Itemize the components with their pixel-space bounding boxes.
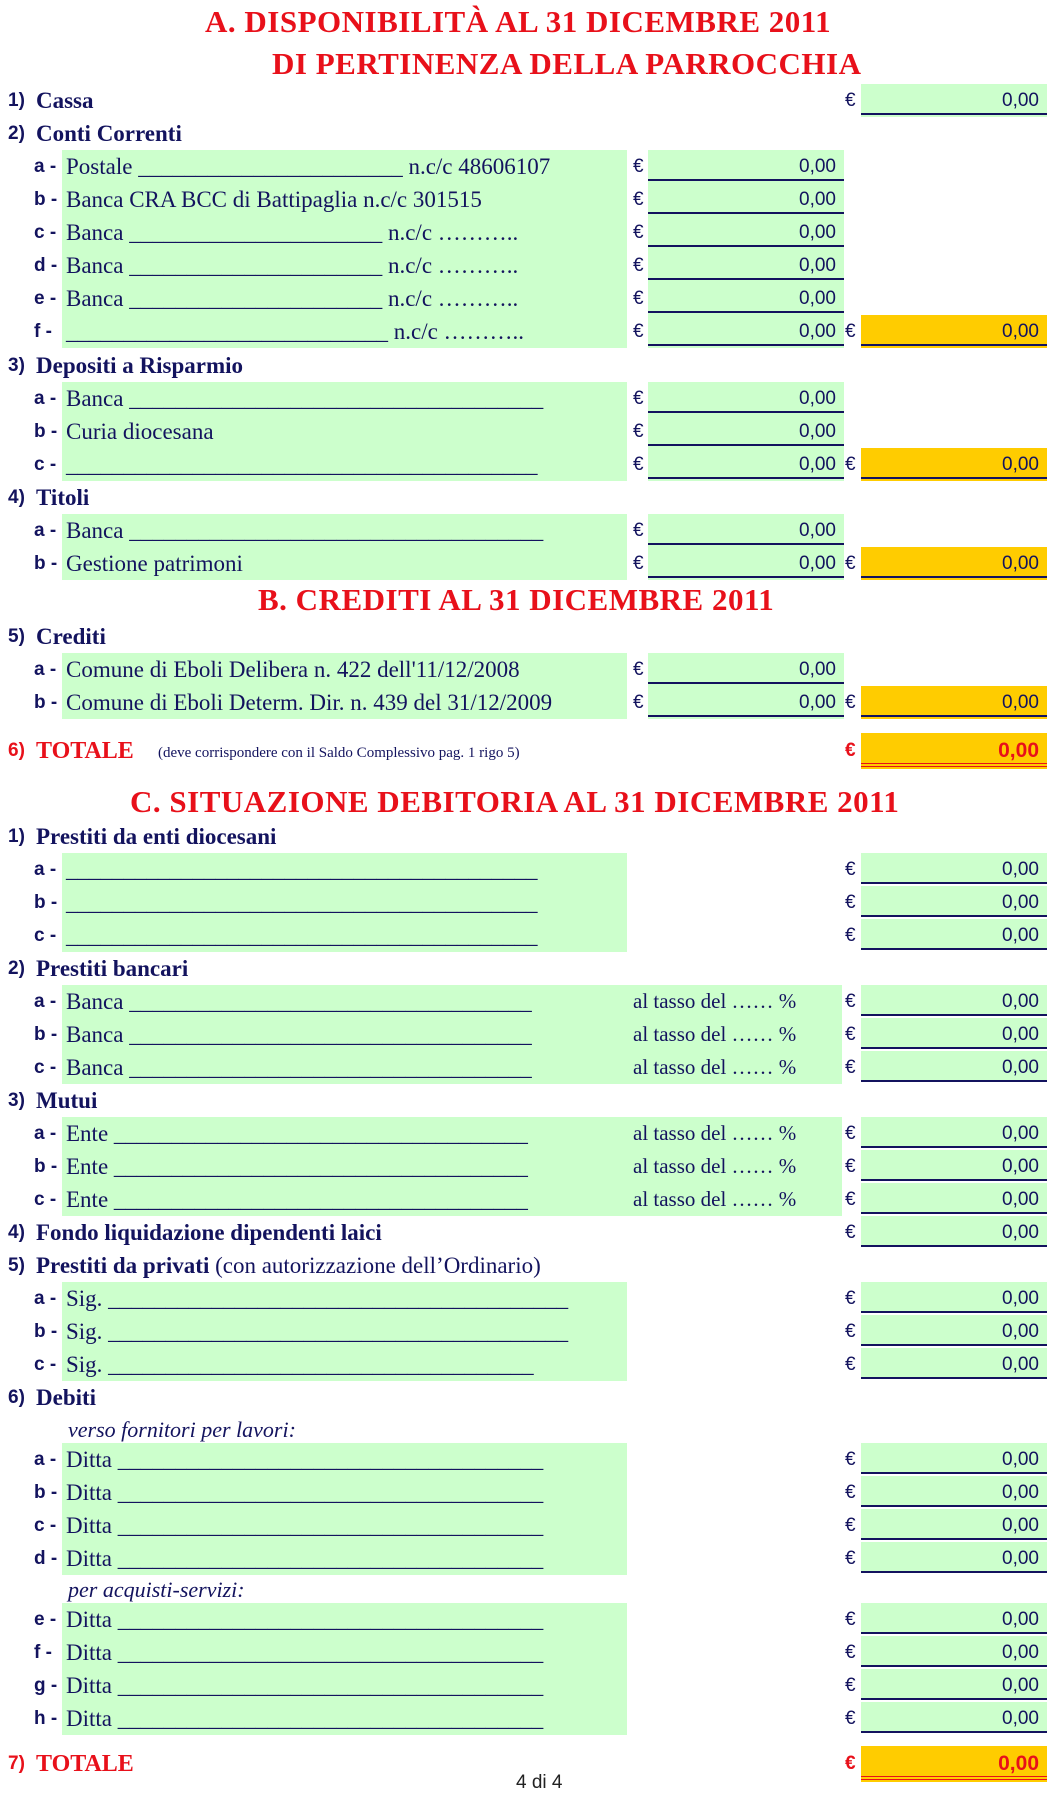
privati-row-euro: € <box>845 1321 856 1342</box>
privati-row-value[interactable]: 0,00 <box>861 1282 1047 1313</box>
section-a-title: A. DISPONIBILITÀ AL 31 DICEMBRE 2011 <box>205 4 832 39</box>
privati-row-letter: b - <box>34 1321 58 1342</box>
prestiti-enti-row-euro: € <box>845 892 856 913</box>
prestiti-bancari-row-desc: Banca ___________________________________ <box>66 989 532 1014</box>
crediti-row-letter: b - <box>34 692 58 713</box>
conti-row-euro: € <box>633 288 644 309</box>
debiti-lavori-row-euro: € <box>845 1449 856 1470</box>
prestiti-enti-row-value[interactable]: 0,00 <box>861 886 1047 917</box>
totale-c-value[interactable]: 0,00 <box>861 1746 1047 1780</box>
debiti-sub-lavori: verso fornitori per lavori: <box>68 1417 296 1442</box>
cassa-label: Cassa <box>36 88 94 113</box>
depositi-row-value[interactable]: 0,00 <box>648 382 844 413</box>
conti-row-value[interactable]: 0,00 <box>648 282 844 313</box>
debiti-lavori-row-value[interactable]: 0,00 <box>861 1542 1047 1573</box>
debiti-acquisti-row-desc: Ditta _____________________________________ <box>66 1673 544 1698</box>
mutui-row-letter: b - <box>34 1156 58 1177</box>
prestiti-enti-row-value[interactable]: 0,00 <box>861 919 1047 950</box>
prestiti-privati-number: 5) <box>8 1255 25 1276</box>
depositi-subtotal-euro: € <box>845 454 856 475</box>
depositi-subtotal-value[interactable]: 0,00 <box>861 448 1047 479</box>
crediti-label: Crediti <box>36 624 106 649</box>
prestiti-enti-row-desc: _________________________________________ <box>66 890 538 915</box>
mutui-row-euro: € <box>845 1189 856 1210</box>
debiti-acquisti-row-value[interactable]: 0,00 <box>861 1702 1047 1733</box>
debiti-lavori-row-euro: € <box>845 1515 856 1536</box>
fondo-euro: € <box>845 1222 856 1243</box>
totale-c-number: 7) <box>8 1753 25 1774</box>
titoli-row-desc: Gestione patrimoni <box>66 551 243 576</box>
debiti-lavori-row-letter: b - <box>34 1482 58 1503</box>
titoli-row-letter: a - <box>34 520 57 541</box>
debiti-acquisti-row-desc: Ditta _____________________________________ <box>66 1640 544 1665</box>
debiti-acquisti-row-value[interactable]: 0,00 <box>861 1636 1047 1667</box>
prestiti-enti-number: 1) <box>8 826 25 847</box>
mutui-row-desc: Ente ____________________________________ <box>66 1121 528 1146</box>
privati-row-letter: c - <box>34 1354 57 1375</box>
mutui-row-rate: al tasso del …… % <box>633 1121 797 1145</box>
debiti-acquisti-row-value[interactable]: 0,00 <box>861 1603 1047 1634</box>
prestiti-bancari-row-value[interactable]: 0,00 <box>861 985 1047 1016</box>
depositi-row-value[interactable]: 0,00 <box>648 448 844 479</box>
conti-row-desc: Postale _______________________ n.c/c 48606107 <box>66 154 551 179</box>
crediti-subtotal-value[interactable]: 0,00 <box>861 686 1047 717</box>
prestiti-enti-row-desc: _________________________________________ <box>66 857 538 882</box>
prestiti-privati-label <box>36 1249 541 1282</box>
debiti-lavori-row-euro: € <box>845 1482 856 1503</box>
prestiti-enti-row-euro: € <box>845 925 856 946</box>
debiti-sub-acquisti: per acquisti-servizi: <box>68 1577 245 1602</box>
section-c-title: C. SITUAZIONE DEBITORIA AL 31 DICEMBRE 2011 <box>130 784 900 819</box>
cassa-value[interactable]: 0,00 <box>861 84 1047 115</box>
section-a-subtitle: DI PERTINENZA DELLA PARROCCHIA <box>272 46 862 81</box>
depositi-number: 3) <box>8 355 25 376</box>
debiti-lavori-row-value[interactable]: 0,00 <box>861 1476 1047 1507</box>
mutui-row-letter: a - <box>34 1123 57 1144</box>
fondo-value[interactable]: 0,00 <box>861 1216 1047 1247</box>
prestiti-enti-row-letter: b - <box>34 892 58 913</box>
conti-row-letter: d - <box>34 255 58 276</box>
debiti-acquisti-row-letter: g - <box>34 1675 58 1696</box>
totale-b-number: 6) <box>8 740 25 761</box>
prestiti-enti-row-letter: a - <box>34 859 57 880</box>
debiti-acquisti-row-desc: Ditta _____________________________________ <box>66 1706 544 1731</box>
prestiti-bancari-row-value[interactable]: 0,00 <box>861 1018 1047 1049</box>
conti-row-letter: c - <box>34 222 57 243</box>
prestiti-bancari-row-letter: b - <box>34 1024 58 1045</box>
titoli-row-value[interactable]: 0,00 <box>648 514 844 545</box>
crediti-row-desc: Comune di Eboli Delibera n. 422 dell'11/12/2008 <box>66 657 520 682</box>
depositi-row-letter: c - <box>34 454 57 475</box>
debiti-lavori-row-desc: Ditta _____________________________________ <box>66 1480 544 1505</box>
titoli-number: 4) <box>8 487 25 508</box>
depositi-row-euro: € <box>633 388 644 409</box>
crediti-row-euro: € <box>633 692 644 713</box>
conti-row-value[interactable]: 0,00 <box>648 216 844 247</box>
depositi-row-desc: _________________________________________ <box>66 452 538 477</box>
prestiti-bancari-row-desc: Banca ___________________________________ <box>66 1055 532 1080</box>
privati-row-letter: a - <box>34 1288 57 1309</box>
crediti-number: 5) <box>8 626 25 647</box>
titoli-row-value[interactable]: 0,00 <box>648 547 844 578</box>
conti-row-desc: Banca CRA BCC di Battipaglia n.c/c 301515 <box>66 187 482 212</box>
conti-row-euro: € <box>633 222 644 243</box>
prestiti-enti-row-euro: € <box>845 859 856 880</box>
conti-row-letter: e - <box>34 288 57 309</box>
conti-row-desc: Banca ______________________ n.c/c ……….. <box>66 253 519 278</box>
depositi-row-euro: € <box>633 454 644 475</box>
conti-correnti-label: Conti Correnti <box>36 121 182 146</box>
debiti-lavori-row-letter: c - <box>34 1515 57 1536</box>
titoli-row-euro: € <box>633 553 644 574</box>
cassa-number: 1) <box>8 90 25 111</box>
conti-subtotal-euro: € <box>845 321 856 342</box>
privati-row-euro: € <box>845 1354 856 1375</box>
prestiti-bancari-row-letter: c - <box>34 1057 57 1078</box>
titoli-label: Titoli <box>36 485 90 510</box>
prestiti-enti-row-desc: _________________________________________ <box>66 923 538 948</box>
conti-subtotal-value[interactable]: 0,00 <box>861 315 1047 346</box>
debiti-number: 6) <box>8 1387 25 1408</box>
debiti-acquisti-row-value[interactable]: 0,00 <box>861 1669 1047 1700</box>
debiti-lavori-row-desc: Ditta _____________________________________ <box>66 1447 544 1472</box>
depositi-row-letter: a - <box>34 388 57 409</box>
mutui-row-euro: € <box>845 1156 856 1177</box>
conti-row-euro: € <box>633 321 644 342</box>
titoli-row-letter: b - <box>34 553 58 574</box>
mutui-row-euro: € <box>845 1123 856 1144</box>
totale-b-note: (deve corrispondere con il Saldo Complessivo pag. 1 rigo 5) <box>158 745 520 761</box>
mutui-label: Mutui <box>36 1088 98 1113</box>
titoli-subtotal-euro: € <box>845 553 856 574</box>
prestiti-bancari-row-rate: al tasso del …… % <box>633 1022 797 1046</box>
conti-row-letter: b - <box>34 189 58 210</box>
conti-row-desc: Banca ______________________ n.c/c ……….. <box>66 286 519 311</box>
debiti-lavori-row-letter: a - <box>34 1449 57 1470</box>
conti-row-desc: ____________________________ n.c/c ……….. <box>66 319 525 344</box>
crediti-row-value[interactable]: 0,00 <box>648 653 844 684</box>
totale-b-label: TOTALE <box>36 738 134 764</box>
mutui-row-value[interactable]: 0,00 <box>861 1117 1047 1148</box>
privati-row-desc: Sig. ________________________________________ <box>66 1319 569 1344</box>
prestiti-bancari-row-euro: € <box>845 991 856 1012</box>
fondo-liquidazione-label: Fondo liquidazione dipendenti laici <box>36 1220 382 1245</box>
prestiti-bancari-row-desc: Banca ___________________________________ <box>66 1022 532 1047</box>
debiti-label: Debiti <box>36 1385 97 1410</box>
prestiti-bancari-row-letter: a - <box>34 991 57 1012</box>
conti-row-desc: Banca ______________________ n.c/c ……….. <box>66 220 519 245</box>
prestiti-bancari-row-rate: al tasso del …… % <box>633 989 797 1013</box>
debiti-lavori-row-value[interactable]: 0,00 <box>861 1509 1047 1540</box>
cassa-euro: € <box>845 90 856 111</box>
crediti-row-value[interactable]: 0,00 <box>648 686 844 717</box>
prestiti-bancari-row-rate: al tasso del …… % <box>633 1055 797 1079</box>
depositi-row-desc: Curia diocesana <box>66 419 214 444</box>
debiti-acquisti-row-letter: h - <box>34 1708 58 1729</box>
conti-row-euro: € <box>633 189 644 210</box>
prestiti-privati-label-extra: (con autorizzazione dell’Ordinario) <box>209 1253 541 1278</box>
prestiti-enti-row-letter: c - <box>34 925 57 946</box>
conti-correnti-number: 2) <box>8 123 25 144</box>
privati-row-euro: € <box>845 1288 856 1309</box>
depositi-row-letter: b - <box>34 421 58 442</box>
totale-b-value[interactable]: 0,00 <box>861 733 1047 767</box>
privati-row-desc: Sig. ________________________________________ <box>66 1286 569 1311</box>
prestiti-bancari-row-euro: € <box>845 1057 856 1078</box>
debiti-lavori-row-desc: Ditta _____________________________________ <box>66 1546 544 1571</box>
fondo-liquidazione-number: 4) <box>8 1222 25 1243</box>
depositi-label: Depositi a Risparmio <box>36 353 243 378</box>
prestiti-enti-row-value[interactable]: 0,00 <box>861 853 1047 884</box>
conti-row-euro: € <box>633 255 644 276</box>
conti-row-value[interactable]: 0,00 <box>648 315 844 346</box>
debiti-lavori-row-letter: d - <box>34 1548 58 1569</box>
conti-row-value[interactable]: 0,00 <box>648 249 844 280</box>
depositi-row-euro: € <box>633 421 644 442</box>
totale-c-euro: € <box>845 1753 856 1774</box>
mutui-row-desc: Ente ____________________________________ <box>66 1154 528 1179</box>
titoli-row-desc: Banca ____________________________________ <box>66 518 544 543</box>
prestiti-bancari-row-euro: € <box>845 1024 856 1045</box>
debiti-acquisti-row-letter: f - <box>34 1642 52 1663</box>
conti-row-value[interactable]: 0,00 <box>648 150 844 181</box>
mutui-row-letter: c - <box>34 1189 57 1210</box>
crediti-subtotal-euro: € <box>845 692 856 713</box>
mutui-row-value[interactable]: 0,00 <box>861 1183 1047 1214</box>
prestiti-privati-label-main: Prestiti da privati <box>36 1253 210 1278</box>
privati-row-desc: Sig. _____________________________________ <box>66 1352 534 1377</box>
crediti-row-euro: € <box>633 659 644 680</box>
debiti-acquisti-row-euro: € <box>845 1642 856 1663</box>
privati-row-value[interactable]: 0,00 <box>861 1348 1047 1379</box>
totale-c-label: TOTALE <box>36 1751 134 1777</box>
depositi-row-value[interactable]: 0,00 <box>648 415 844 446</box>
mutui-row-value[interactable]: 0,00 <box>861 1150 1047 1181</box>
prestiti-enti-label: Prestiti da enti diocesani <box>36 824 277 849</box>
prestiti-bancari-row-value[interactable]: 0,00 <box>861 1051 1047 1082</box>
crediti-row-desc: Comune di Eboli Determ. Dir. n. 439 del 31/12/2009 <box>66 690 553 715</box>
debiti-acquisti-row-euro: € <box>845 1609 856 1630</box>
debiti-lavori-row-desc: Ditta _____________________________________ <box>66 1513 544 1538</box>
titoli-subtotal-value[interactable]: 0,00 <box>861 547 1047 578</box>
mutui-row-desc: Ente ____________________________________ <box>66 1187 528 1212</box>
prestiti-bancari-label: Prestiti bancari <box>36 956 189 981</box>
conti-row-euro: € <box>633 156 644 177</box>
page-number: 4 di 4 <box>516 1772 563 1793</box>
crediti-row-letter: a - <box>34 659 57 680</box>
mutui-row-rate: al tasso del …… % <box>633 1154 797 1178</box>
debiti-lavori-row-euro: € <box>845 1548 856 1569</box>
totale-b-euro: € <box>845 740 856 761</box>
section-b-title: B. CREDITI AL 31 DICEMBRE 2011 <box>258 582 775 617</box>
titoli-row-euro: € <box>633 520 644 541</box>
conti-row-value[interactable]: 0,00 <box>648 183 844 214</box>
conti-row-letter: a - <box>34 156 57 177</box>
debiti-acquisti-row-letter: e - <box>34 1609 57 1630</box>
privati-row-value[interactable]: 0,00 <box>861 1315 1047 1346</box>
prestiti-bancari-number: 2) <box>8 958 25 979</box>
depositi-row-desc: Banca ____________________________________ <box>66 386 544 411</box>
debiti-acquisti-row-euro: € <box>845 1675 856 1696</box>
debiti-acquisti-row-euro: € <box>845 1708 856 1729</box>
debiti-lavori-row-value[interactable]: 0,00 <box>861 1443 1047 1474</box>
debiti-acquisti-row-desc: Ditta _____________________________________ <box>66 1607 544 1632</box>
mutui-row-rate: al tasso del …… % <box>633 1187 797 1211</box>
mutui-number: 3) <box>8 1090 25 1111</box>
conti-row-letter: f - <box>34 321 52 342</box>
